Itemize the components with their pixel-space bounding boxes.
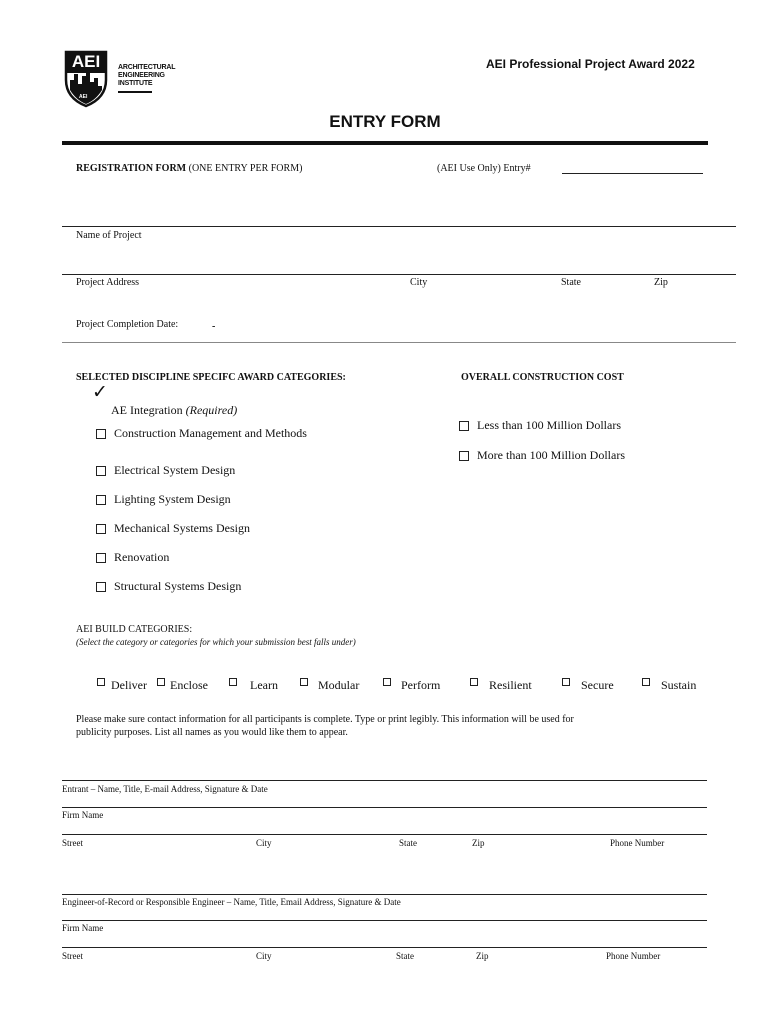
discipline-option-lighting[interactable] [96, 492, 231, 507]
option-label: Less than 100 Million Dollars [477, 418, 621, 432]
project-state-label: State [561, 277, 581, 288]
project-name-field[interactable] [62, 274, 736, 275]
entrant-name-label: Entrant – Name, Title, E-mail Address, Signature & Date [62, 784, 268, 794]
engineer-phone-label: Phone Number [606, 951, 661, 961]
engineer-street-label: Street [62, 951, 83, 961]
discipline-option-structural[interactable] [96, 579, 241, 594]
checkbox[interactable] [96, 429, 106, 439]
discipline-heading: SELECTED DISCIPLINE SPECIFC AWARD CATEGORIES: [76, 372, 346, 383]
checkbox[interactable] [459, 421, 469, 431]
engineer-firm-label: Firm Name [62, 923, 104, 933]
option-label: Structural Systems Design [114, 579, 242, 593]
option-label: Mechanical Systems Design [114, 521, 250, 535]
option-label: Electrical System Design [114, 463, 236, 477]
entrant-phone-label: Phone Number [610, 838, 665, 848]
logo-badge-text: AEI [71, 52, 101, 71]
engineer-zip-label: Zip [476, 951, 489, 961]
logo-underline [118, 91, 152, 93]
entrant-firm-label: Firm Name [62, 810, 104, 820]
checkbox[interactable] [96, 582, 106, 592]
engineer-state-label: State [396, 951, 414, 961]
entrant-zip-label: Zip [472, 838, 485, 848]
registration-label-rest: (ONE ENTRY PER FORM) [188, 163, 303, 174]
build-checkbox-sustain[interactable] [642, 678, 650, 686]
engineer-city-label: City [256, 951, 272, 961]
logo-word-3: INSTITUTE [118, 80, 153, 87]
registration-label-bold: REGISTRATION FORM [76, 163, 187, 174]
cost-heading: OVERALL CONSTRUCTION COST [461, 372, 624, 383]
discipline-option-mechanical[interactable] [96, 521, 250, 536]
option-label: Lighting System Design [114, 492, 231, 506]
checkbox[interactable] [96, 495, 106, 505]
build-checkbox-resilient[interactable] [470, 678, 478, 686]
aei-logo [62, 50, 182, 110]
engineer-firm-field[interactable] [62, 920, 707, 921]
entrant-street-field[interactable] [62, 834, 707, 835]
ae-integration-item [111, 403, 237, 418]
entrant-street-label: Street [62, 838, 83, 848]
entrant-city-label: City [256, 838, 272, 848]
title-rule [62, 141, 708, 145]
cost-option-more[interactable] [459, 448, 625, 463]
build-heading: AEI BUILD CATEGORIES: [76, 624, 193, 635]
discipline-option-construction[interactable] [96, 426, 307, 441]
engineer-street-field[interactable] [62, 947, 707, 948]
build-checkbox-secure[interactable] [562, 678, 570, 686]
project-name-label: Name of Project [76, 230, 142, 241]
logo-small-text: AEI [79, 94, 88, 100]
registration-label [76, 163, 302, 174]
checkbox[interactable] [96, 466, 106, 476]
discipline-option-electrical[interactable] [96, 463, 235, 478]
ae-integration-label: AE Integration [111, 403, 183, 417]
build-label-perform: Perform [401, 678, 441, 692]
discipline-option-renovation[interactable] [96, 550, 169, 565]
completion-date-field[interactable]: - [212, 321, 216, 332]
build-checkbox-perform[interactable] [383, 678, 391, 686]
instructions-line-1: Please make sure contact information for all participants is complete. Type or print legibly. This information will be used for [76, 714, 574, 725]
award-title: AEI Professional Project Award 2022 [486, 57, 695, 71]
build-label-deliver: Deliver [111, 678, 147, 692]
entry-number-label: (AEI Use Only) Entry# [437, 163, 531, 174]
build-label-modular: Modular [318, 678, 360, 692]
build-label-enclose: Enclose [170, 678, 208, 692]
logo-wordmark [118, 64, 175, 93]
project-address-label: Project Address [76, 277, 140, 288]
ae-integration-checkmark[interactable]: ✓ [92, 381, 108, 403]
build-checkbox-learn[interactable] [229, 678, 237, 686]
entrant-firm-field[interactable] [62, 807, 707, 808]
ae-integration-required-note: (Required) [185, 403, 238, 417]
entry-number-field[interactable] [562, 173, 703, 174]
project-city-label: City [410, 277, 428, 288]
instructions-line-2: publicity purposes. List all names as you would like them to appear. [76, 727, 348, 738]
checkbox[interactable] [459, 451, 469, 461]
entrant-state-label: State [399, 838, 417, 848]
build-label-sustain: Sustain [661, 678, 697, 692]
build-checkbox-modular[interactable] [300, 678, 308, 686]
engineer-name-label: Engineer-of-Record or Responsible Engineer – Name, Title, Email Address, Signature & Date [62, 897, 401, 907]
project-zip-label: Zip [654, 277, 668, 288]
cost-option-less[interactable] [459, 418, 621, 433]
checkbox[interactable] [96, 524, 106, 534]
build-label-learn: Learn [250, 678, 278, 692]
build-label-resilient: Resilient [489, 678, 532, 692]
build-checkbox-enclose[interactable] [157, 678, 165, 686]
section-rule-1 [62, 226, 736, 227]
section-rule-2 [62, 342, 736, 343]
entrant-name-field[interactable] [62, 780, 707, 781]
build-label-secure: Secure [581, 678, 614, 692]
logo-word-1: ARCHITECTURAL [118, 64, 176, 71]
build-checkbox-deliver[interactable] [97, 678, 105, 686]
option-label: Renovation [114, 550, 170, 564]
option-label: Construction Management and Methods [114, 426, 307, 440]
logo-word-2: ENGINEERING [118, 72, 165, 79]
form-title: ENTRY FORM [329, 112, 441, 131]
engineer-name-field[interactable] [62, 894, 707, 895]
option-label: More than 100 Million Dollars [477, 448, 625, 462]
checkbox[interactable] [96, 553, 106, 563]
build-subheading: (Select the category or categories for which your submission best falls under) [76, 637, 356, 647]
completion-date-label: Project Completion Date: [76, 319, 179, 330]
